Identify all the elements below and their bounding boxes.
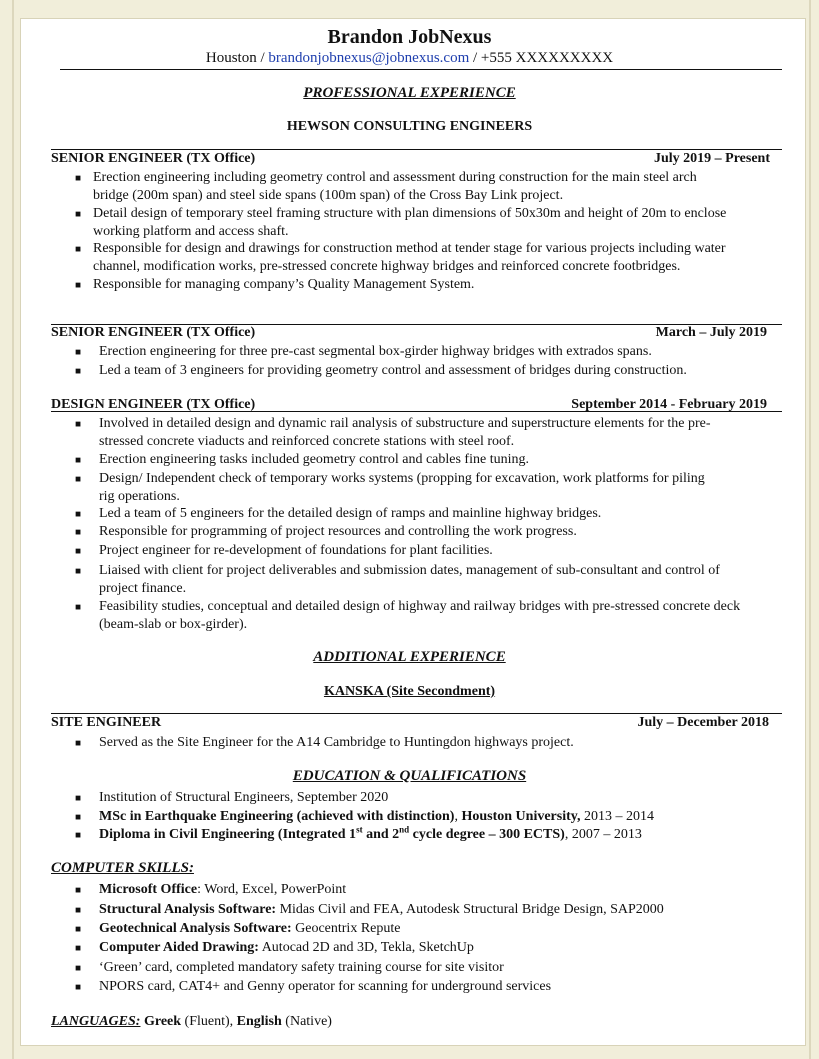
candidate-name: Brandon JobNexus <box>327 26 492 48</box>
bullet-marker: ■ <box>75 546 82 557</box>
bullet-marker: ■ <box>75 244 82 255</box>
page-frame-left <box>12 0 14 1059</box>
bullet-marker: ■ <box>75 474 82 485</box>
bullet-text: Detail design of temporary steel framing structure with plan dimensions of 50x30m and height of 20m to enclose working platform and access shaft. <box>93 206 727 239</box>
role-rule <box>51 713 782 714</box>
bullet-marker: ■ <box>75 943 82 954</box>
bullet-marker: ■ <box>75 419 82 430</box>
company-name: KANSKA (Site Secondment) <box>323 684 496 699</box>
bullet-text: Design/ Independent check of temporary works systems (propping for excavation, work platforms for piling rig operations. <box>99 471 705 504</box>
skill-item: Structural Analysis Software: Midas Civil and FEA, Autodesk Structural Bridge Design, SAP2000 <box>99 902 664 917</box>
bullet-marker: ■ <box>75 602 82 613</box>
bullet-text: Erection engineering for three pre-cast segmental box-girder highway bridges with extrados spans. <box>99 344 652 359</box>
role-title: SENIOR ENGINEER (TX Office) <box>51 325 256 340</box>
role-dates: September 2014 - February 2019 <box>571 397 767 412</box>
bullet-marker: ■ <box>75 885 82 896</box>
section-title-skills: COMPUTER SKILLS: <box>51 860 194 876</box>
bullet-text: Led a team of 3 engineers for providing geometry control and assessment of bridges during construction. <box>99 363 687 378</box>
bullet-marker: ■ <box>75 173 82 184</box>
contact-phone: +555 XXXXXXXXX <box>480 50 614 66</box>
bullet-marker: ■ <box>75 812 82 823</box>
contact-line: Houston / brandonjobnexus@jobnexus.com / +555 XXXXXXXXX <box>205 50 614 66</box>
section-title-experience: PROFESSIONAL EXPERIENCE <box>303 85 516 101</box>
bullet-text: Liaised with client for project deliverables and submission dates, management of sub-consultant and control of project finance. <box>99 563 720 596</box>
header-rule <box>60 69 782 70</box>
bullet-marker: ■ <box>75 527 82 538</box>
bullet-marker: ■ <box>75 982 82 993</box>
role-title: SITE ENGINEER <box>51 715 162 730</box>
bullet-marker: ■ <box>75 347 82 358</box>
bullet-text: Erection engineering tasks included geometry control and cables fine tuning. <box>99 452 529 467</box>
bullet-text: Project engineer for re-development of foundations for plant facilities. <box>99 543 493 558</box>
skill-item: NPORS card, CAT4+ and Genny operator for scanning for underground services <box>99 979 552 994</box>
section-title-education: EDUCATION & QUALIFICATIONS <box>292 768 527 784</box>
bullet-marker: ■ <box>75 566 82 577</box>
bullet-marker: ■ <box>75 793 82 804</box>
page-frame-right <box>809 0 811 1059</box>
contact-city: Houston <box>205 50 257 66</box>
skill-item: Computer Aided Drawing: Autocad 2D and 3D, Tekla, SketchUp <box>99 940 474 955</box>
bullet-marker: ■ <box>75 209 82 220</box>
role-dates: March – July 2019 <box>655 325 767 340</box>
company-name: HEWSON CONSULTING ENGINEERS <box>286 119 533 134</box>
bullet-text: Responsible for managing company’s Quality Management System. <box>93 277 475 292</box>
bullet-marker: ■ <box>75 509 82 520</box>
bullet-marker: ■ <box>75 455 82 466</box>
education-item: Institution of Structural Engineers, September 2020 <box>99 790 389 805</box>
role-dates: July – December 2018 <box>637 715 769 730</box>
bullet-text: Involved in detailed design and dynamic rail analysis of substructure and superstructure elements for the pre- stressed concrete viaducts and reinforced concrete stations with steel roof. <box>99 416 711 449</box>
skill-item: ‘Green’ card, completed mandatory safety training course for site visitor <box>99 960 504 975</box>
languages-title: LANGUAGES: <box>51 1014 141 1029</box>
role-rule <box>51 149 782 150</box>
bullet-text: Responsible for design and drawings for construction method at tender stage for various projects including water channel, modification works, pre-stressed concrete highway bridges and reinforced concrete footbridges. <box>93 241 726 274</box>
role-title: SENIOR ENGINEER (TX Office) <box>51 151 256 166</box>
skill-item: Geotechnical Analysis Software: Geocentrix Repute <box>99 921 401 936</box>
bullet-marker: ■ <box>75 366 82 377</box>
education-item: Diploma in Civil Engineering (Integrated 1st and 2nd cycle degree – 300 ECTS), 2007 – 2013 <box>99 824 642 842</box>
bullet-text: Served as the Site Engineer for the A14 Cambridge to Huntingdon highways project. <box>99 735 574 750</box>
role-dates: July 2019 – Present <box>653 151 770 166</box>
bullet-text: Responsible for programming of project resources and controlling the work progress. <box>99 524 577 539</box>
bullet-marker: ■ <box>75 905 82 916</box>
bullet-marker: ■ <box>75 738 82 749</box>
bullet-text: Feasibility studies, conceptual and detailed design of highway and railway bridges with pre-stressed concrete deck (beam-slab or box-girder). <box>99 599 741 632</box>
bullet-marker: ■ <box>75 280 82 291</box>
languages-line: LANGUAGES: Greek (Fluent), English (Native) <box>51 1014 332 1029</box>
education-item: MSc in Earthquake Engineering (achieved with distinction), Houston University, 2013 – 2014 <box>99 809 654 824</box>
role-title: DESIGN ENGINEER (TX Office) <box>51 397 256 412</box>
bullet-marker: ■ <box>75 963 82 974</box>
bullet-marker: ■ <box>75 830 82 841</box>
contact-email-link[interactable]: brandonjobnexus@jobnexus.com <box>268 50 470 66</box>
bullet-text: Erection engineering including geometry control and assessment during construction for the main steel arch bridge (200m span) and steel side spans (100m span) of the Cross Bay Link project. <box>93 170 697 203</box>
skill-item: Microsoft Office: Word, Excel, PowerPoint <box>99 882 347 897</box>
bullet-marker: ■ <box>75 924 82 935</box>
bullet-text: Led a team of 5 engineers for the detailed design of ramps and mainline highway bridges. <box>99 506 602 521</box>
section-title-additional: ADDITIONAL EXPERIENCE <box>313 649 506 665</box>
